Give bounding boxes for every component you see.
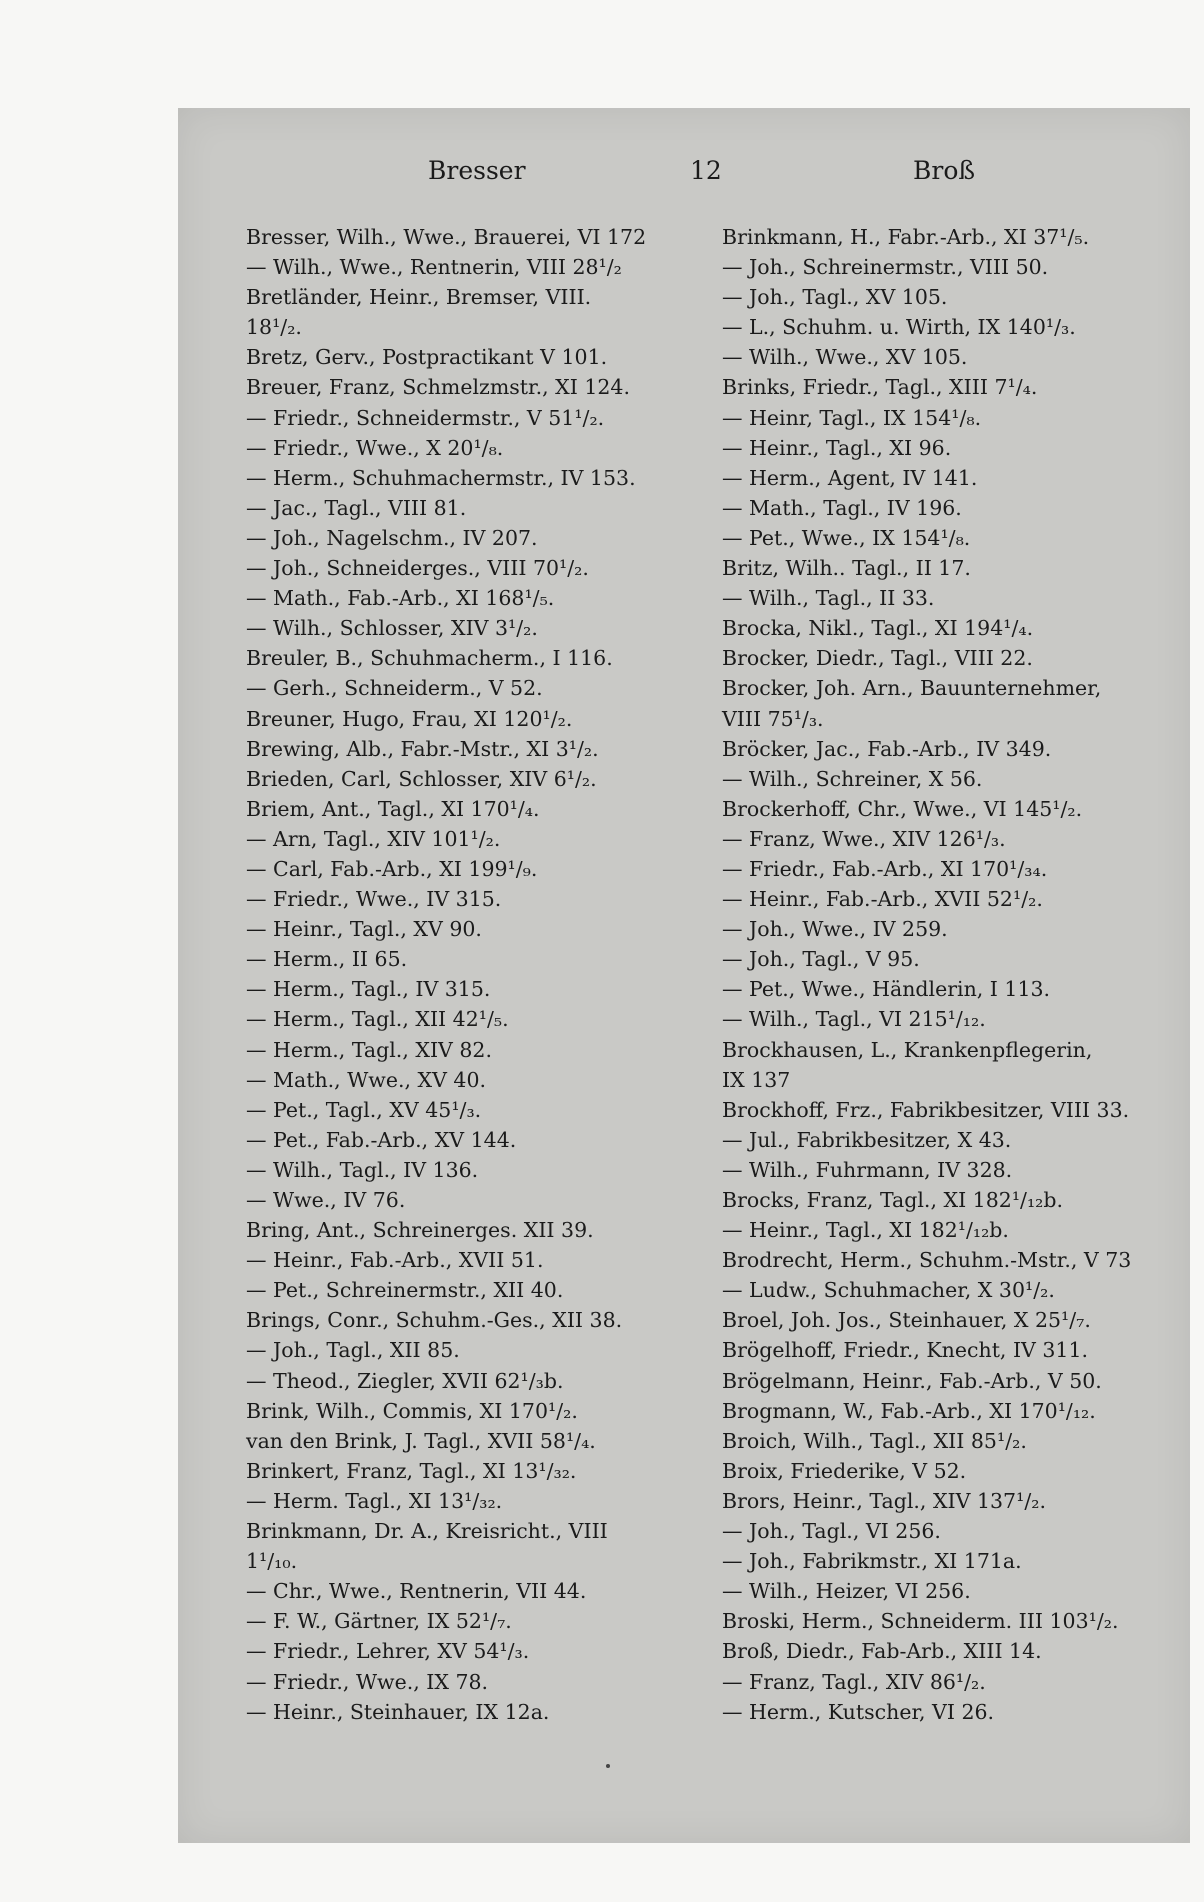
header-right-keyword: Broß: [913, 156, 976, 185]
directory-entry: — Friedr., Wwe., IV 315.: [246, 887, 502, 912]
directory-entry: Britz, Wilh.. Tagl., II 17.: [722, 556, 971, 581]
directory-entry: — Friedr., Wwe., X 20¹/₈.: [246, 435, 504, 460]
directory-entry: — Wilh., Wwe., Rentnerin, VIII 28¹/₂: [246, 255, 622, 280]
directory-entry: Broich, Wilh., Tagl., XII 85¹/₂.: [722, 1428, 1027, 1453]
directory-entry: 18¹/₂.: [246, 315, 302, 340]
directory-entry: — Heinr., Tagl., XV 90.: [246, 917, 482, 942]
directory-entry: Brieden, Carl, Schlosser, XIV 6¹/₂.: [246, 766, 597, 791]
directory-entry: — F. W., Gärtner, IX 52¹/₇.: [246, 1609, 512, 1634]
directory-entry: — Joh., Tagl., VI 256.: [722, 1519, 941, 1544]
directory-entry: — Math., Wwe., XV 40.: [246, 1067, 487, 1092]
directory-entry: — Pet., Wwe., Händlerin, I 113.: [722, 977, 1051, 1002]
directory-entry: — Herm., Kutscher, VI 26.: [722, 1699, 995, 1724]
directory-entry: — Carl, Fab.-Arb., XI 199¹/₉.: [246, 856, 538, 881]
directory-entry: — Pet., Fab.-Arb., XV 144.: [246, 1127, 517, 1152]
directory-entry: Brodrecht, Herm., Schuhm.-Mstr., V 73: [722, 1248, 1132, 1273]
directory-entry: — L., Schuhm. u. Wirth, IX 140¹/₃.: [722, 315, 1076, 340]
directory-entry: Broß, Diedr., Fab-Arb., XIII 14.: [722, 1639, 1042, 1664]
directory-entry: — Joh., Schneiderges., VIII 70¹/₂.: [246, 556, 589, 581]
directory-entry: Brocka, Nikl., Tagl., XI 194¹/₄.: [722, 616, 1034, 641]
directory-entry: Breuner, Hugo, Frau, XI 120¹/₂.: [246, 706, 573, 731]
directory-entry: — Friedr., Lehrer, XV 54¹/₃.: [246, 1639, 530, 1664]
directory-entry: IX 137: [722, 1067, 791, 1092]
directory-entry: — Herm., II 65.: [246, 947, 408, 972]
page-header: [178, 156, 1190, 196]
directory-entry: Bretländer, Heinr., Bremser, VIII.: [246, 285, 592, 310]
directory-entry: — Jac., Tagl., VIII 81.: [246, 495, 467, 520]
directory-entry: Breuer, Franz, Schmelzmstr., XI 124.: [246, 375, 630, 400]
directory-entry: Brinks, Friedr., Tagl., XIII 7¹/₄.: [722, 375, 1038, 400]
directory-entry: — Herm., Schuhmachermstr., IV 153.: [246, 465, 636, 490]
directory-entry: — Wilh., Tagl., IV 136.: [246, 1157, 479, 1182]
directory-entry: Briem, Ant., Tagl., XI 170¹/₄.: [246, 796, 540, 821]
directory-entry: — Franz, Wwe., XIV 126¹/₃.: [722, 826, 1006, 851]
directory-entry: Broel, Joh. Jos., Steinhauer, X 25¹/₇.: [722, 1308, 1091, 1333]
directory-entry: — Wilh., Schreiner, X 56.: [722, 766, 983, 791]
directory-entry: Broix, Friederike, V 52.: [722, 1458, 967, 1483]
directory-entry: 1¹/₁₀.: [246, 1549, 298, 1574]
directory-entry: — Herm. Tagl., XI 13¹/₃₂.: [246, 1488, 503, 1513]
directory-entry: Bretz, Gerv., Postpractikant V 101.: [246, 345, 608, 370]
page-number: 12: [690, 156, 722, 185]
header-left-keyword: Bresser: [428, 156, 526, 185]
directory-entry: — Wilh., Tagl., II 33.: [722, 586, 935, 611]
directory-entry: Brockerhoff, Chr., Wwe., VI 145¹/₂.: [722, 796, 1083, 821]
directory-entry: Brocker, Joh. Arn., Bauunternehmer,: [722, 676, 1102, 701]
directory-entry: Brocker, Diedr., Tagl., VIII 22.: [722, 646, 1033, 671]
directory-entry: — Chr., Wwe., Rentnerin, VII 44.: [246, 1579, 587, 1604]
directory-entry: — Heinr., Fab.-Arb., XVII 52¹/₂.: [722, 887, 1043, 912]
directory-entry: — Pet., Tagl., XV 45¹/₃.: [246, 1097, 482, 1122]
directory-entry: Bröcker, Jac., Fab.-Arb., IV 349.: [722, 736, 1052, 761]
directory-entry: — Pet., Wwe., IX 154¹/₈.: [722, 525, 971, 550]
directory-entry: Brors, Heinr., Tagl., XIV 137¹/₂.: [722, 1488, 1046, 1513]
directory-entry: Brinkmann, Dr. A., Kreisricht., VIII: [246, 1519, 608, 1544]
directory-entry: — Wilh., Tagl., VI 215¹/₁₂.: [722, 1007, 986, 1032]
speck-mark: [606, 1764, 610, 1768]
directory-entry: — Heinr., Tagl., XI 96.: [722, 435, 952, 460]
left-column: [246, 222, 686, 1727]
directory-entry: van den Brink, J. Tagl., XVII 58¹/₄.: [246, 1428, 596, 1453]
directory-entry: Breuler, B., Schuhmacherm., I 116.: [246, 646, 613, 671]
directory-entry: — Ludw., Schuhmacher, X 30¹/₂.: [722, 1278, 1055, 1303]
directory-entry: — Friedr., Schneidermstr., V 51¹/₂.: [246, 405, 605, 430]
directory-entry: — Heinr, Tagl., IX 154¹/₈.: [722, 405, 982, 430]
directory-entry: — Theod., Ziegler, XVII 62¹/₃b.: [246, 1368, 564, 1393]
directory-entry: — Friedr., Wwe., IX 78.: [246, 1669, 489, 1694]
directory-entry: Brögelhoff, Friedr., Knecht, IV 311.: [722, 1338, 1089, 1363]
directory-entry: Brockhoff, Frz., Fabrikbesitzer, VIII 33.: [722, 1097, 1130, 1122]
directory-entry: — Jul., Fabrikbesitzer, X 43.: [722, 1127, 1012, 1152]
directory-entry: Brocks, Franz, Tagl., XI 182¹/₁₂b.: [722, 1188, 1064, 1212]
directory-entry: — Herm., Agent, IV 141.: [722, 465, 978, 490]
directory-entry: — Herm., Tagl., XIV 82.: [246, 1037, 492, 1062]
directory-entry: — Joh., Tagl., XII 85.: [246, 1338, 460, 1363]
directory-entry: — Heinr., Steinhauer, IX 12a.: [246, 1699, 550, 1724]
directory-entry: — Wwe., IV 76.: [246, 1188, 406, 1212]
directory-entry: Brockhausen, L., Krankenpflegerin,: [722, 1037, 1093, 1062]
directory-entry: — Herm., Tagl., IV 315.: [246, 977, 491, 1002]
directory-entry: Brewing, Alb., Fabr.-Mstr., XI 3¹/₂.: [246, 736, 599, 761]
directory-entry: — Wilh., Wwe., XV 105.: [722, 345, 968, 370]
directory-entry: — Arn, Tagl., XIV 101¹/₂.: [246, 826, 501, 851]
right-column: [722, 222, 1172, 1727]
directory-entry: Brings, Conr., Schuhm.-Ges., XII 38.: [246, 1308, 623, 1333]
directory-entry: — Joh., Tagl., V 95.: [722, 947, 920, 972]
directory-entry: — Joh., Nagelschm., IV 207.: [246, 525, 538, 550]
directory-entry: — Joh., Schreinermstr., VIII 50.: [722, 255, 1049, 280]
directory-entry: — Friedr., Fab.-Arb., XI 170¹/₃₄.: [722, 856, 1048, 881]
directory-entry: — Math., Tagl., IV 196.: [722, 495, 962, 520]
directory-entry: Bring, Ant., Schreinerges. XII 39.: [246, 1218, 594, 1243]
directory-entry: Brinkmann, H., Fabr.-Arb., XI 37¹/₅.: [722, 225, 1090, 249]
directory-entry: — Pet., Schreinermstr., XII 40.: [246, 1278, 564, 1303]
scanned-page: [178, 108, 1190, 1843]
directory-entry: — Franz, Tagl., XIV 86¹/₂.: [722, 1669, 986, 1694]
directory-entry: — Joh., Fabrikmstr., XI 171a.: [722, 1549, 1022, 1574]
directory-entry: Brink, Wilh., Commis, XI 170¹/₂.: [246, 1398, 578, 1423]
directory-entry: — Wilh., Fuhrmann, IV 328.: [722, 1157, 1013, 1182]
directory-entry: — Joh., Tagl., XV 105.: [722, 285, 948, 310]
directory-entry: Brinkert, Franz, Tagl., XI 13¹/₃₂.: [246, 1458, 577, 1483]
directory-entry: — Gerh., Schneiderm., V 52.: [246, 676, 543, 701]
directory-entry: — Joh., Wwe., IV 259.: [722, 917, 948, 942]
directory-entry: — Heinr., Tagl., XI 182¹/₁₂b.: [722, 1218, 1009, 1243]
directory-entry: VIII 75¹/₃.: [722, 706, 824, 731]
directory-entry: Broski, Herm., Schneiderm. III 103¹/₂.: [722, 1609, 1119, 1634]
directory-entry: Brogmann, W., Fab.-Arb., XI 170¹/₁₂.: [722, 1398, 1096, 1423]
directory-entry: — Herm., Tagl., XII 42¹/₅.: [246, 1007, 509, 1032]
directory-entry: — Heinr., Fab.-Arb., XVII 51.: [246, 1248, 544, 1273]
directory-entry: — Wilh., Heizer, VI 256.: [722, 1579, 971, 1604]
directory-entry: — Wilh., Schlosser, XIV 3¹/₂.: [246, 616, 538, 641]
directory-entry: Bresser, Wilh., Wwe., Brauerei, VI 172: [246, 225, 647, 249]
directory-entry: Brögelmann, Heinr., Fab.-Arb., V 50.: [722, 1368, 1102, 1393]
directory-entry: — Math., Fab.-Arb., XI 168¹/₅.: [246, 586, 555, 611]
